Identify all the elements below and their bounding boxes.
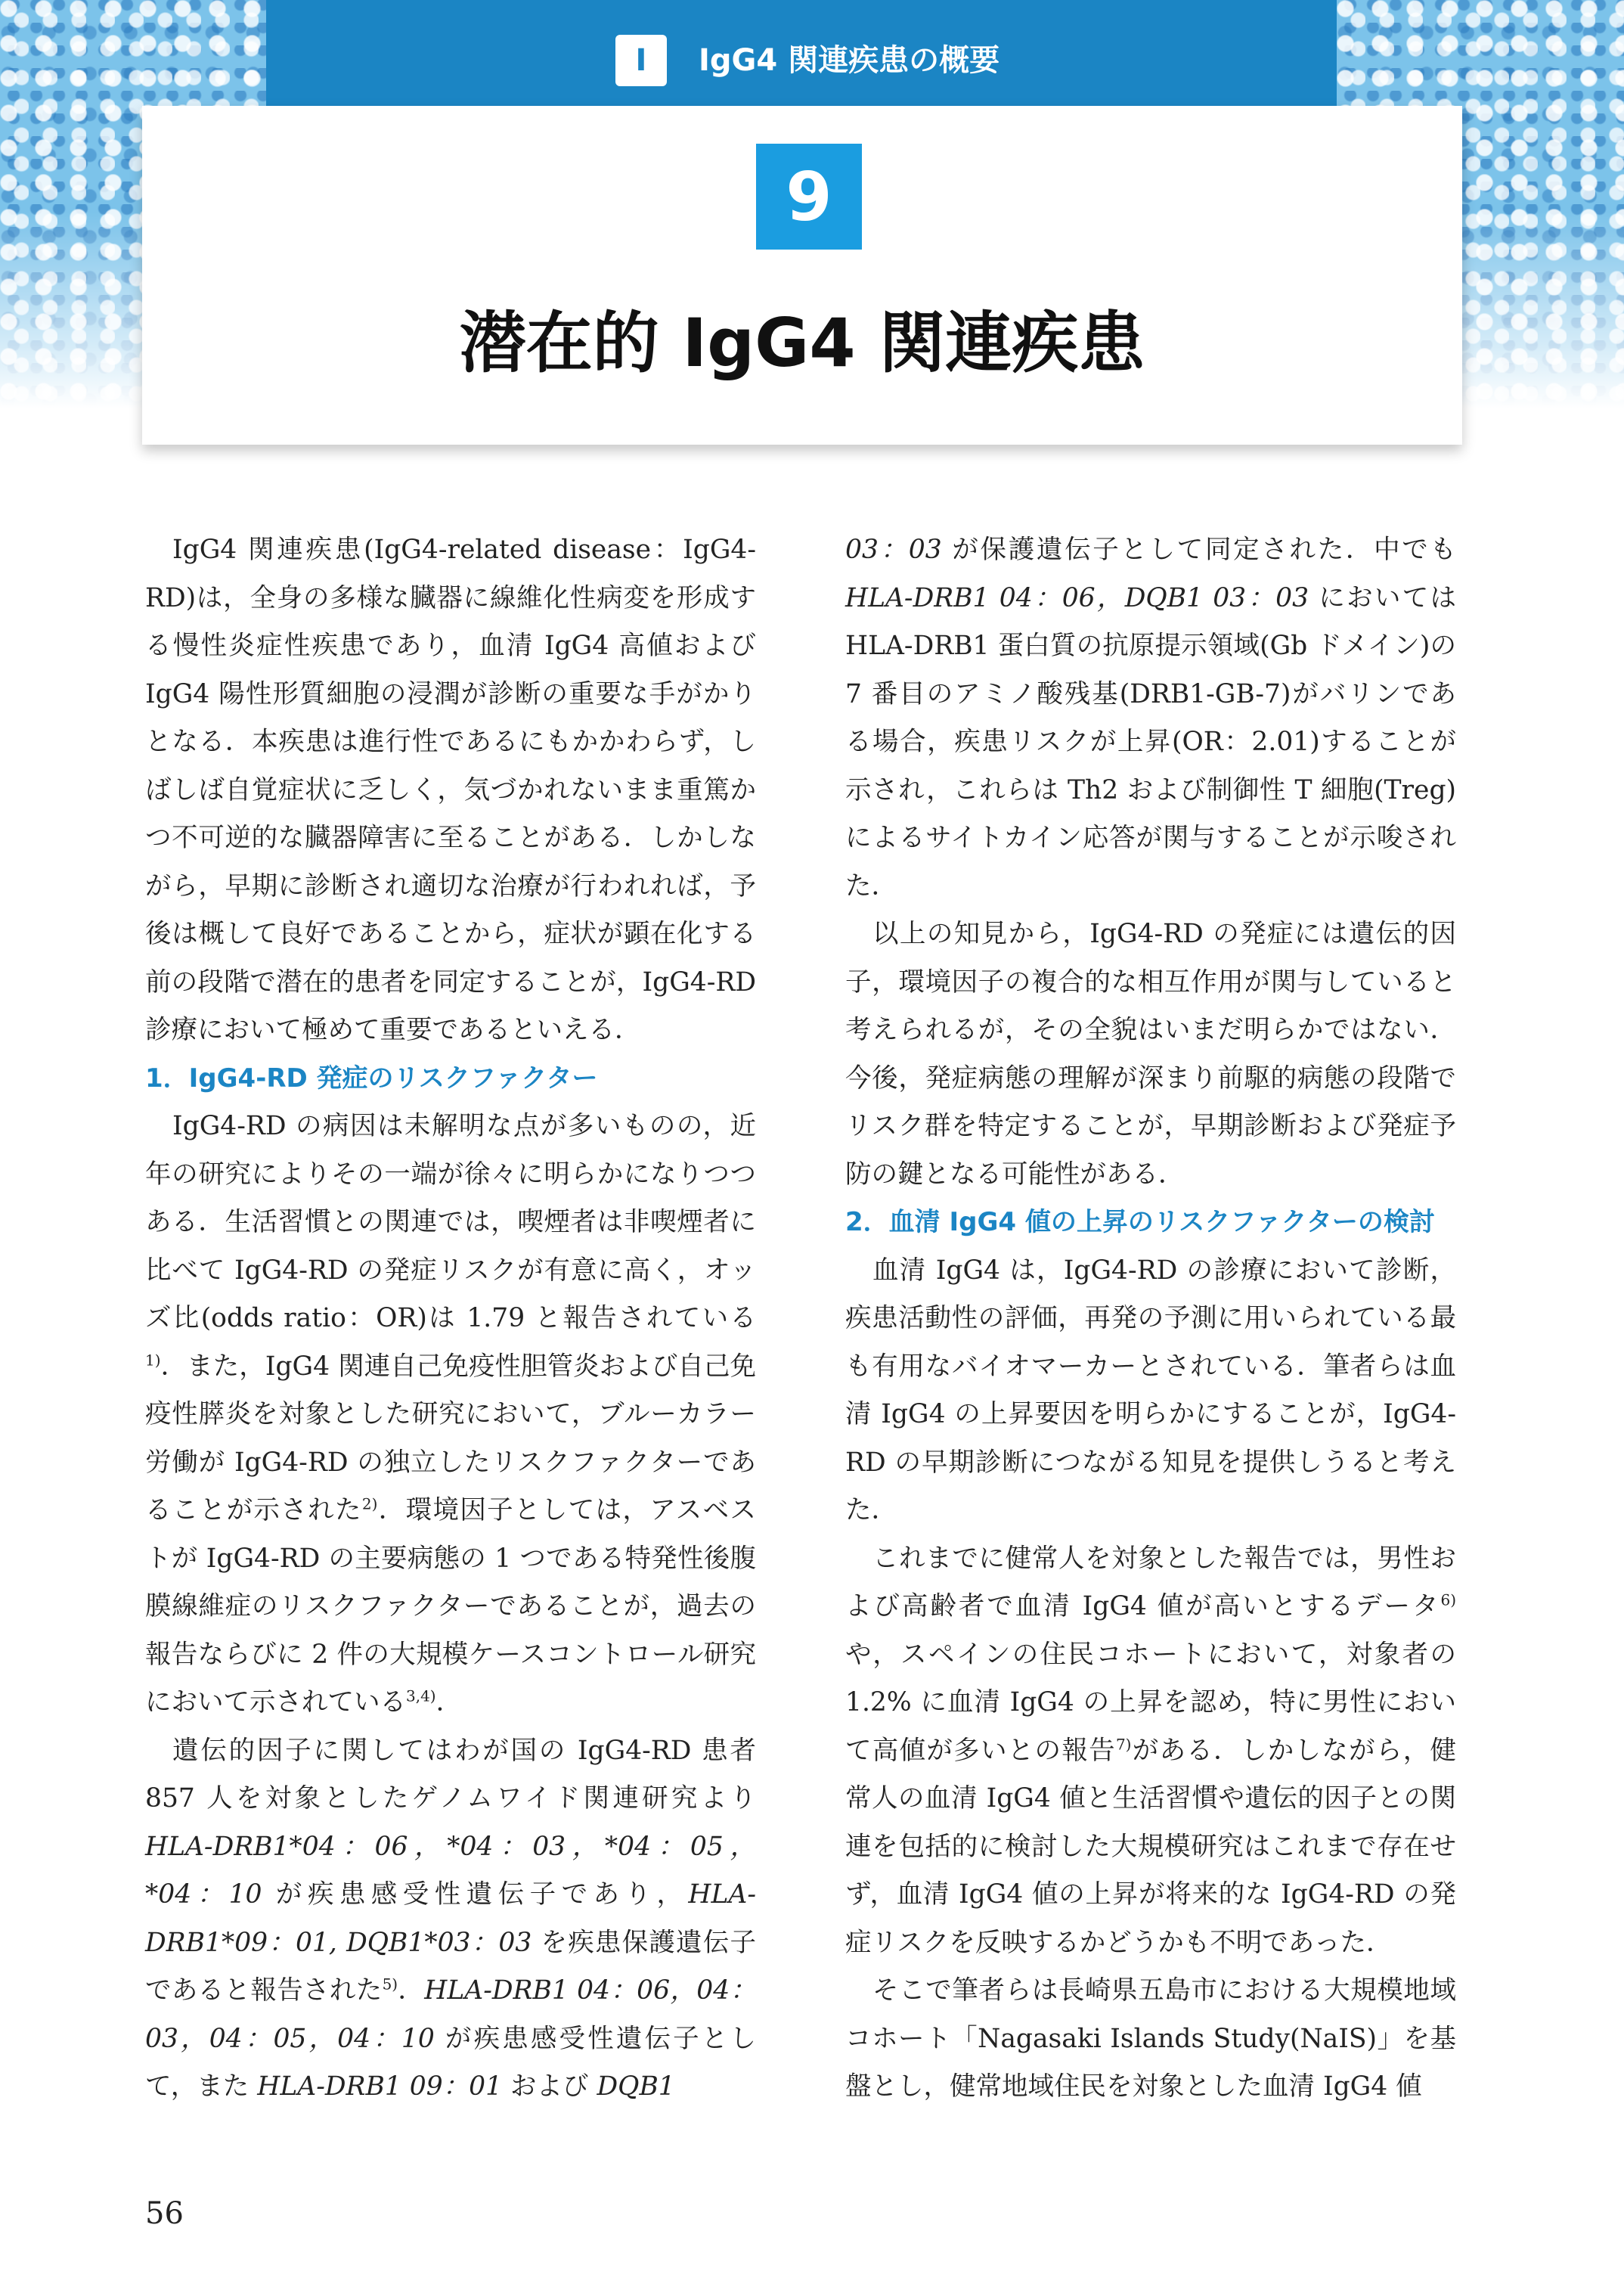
serum-igg4-paragraph: 血清 IgG4 は，IgG4-RD の診療において診断，疾患活動性の評価，再発の予測に用いられている最も有用なバイオマーカーとされている．筆者らは血清 IgG4 の上昇要因を明らかにすることが，IgG4-RD の早期診断につながる知見を提供しうると考えた． (845, 1255, 1456, 1525)
citation-ref: 1) (145, 1351, 161, 1369)
heading-risk-factors: 1．IgG4-RD 発症のリスクファクター (145, 1063, 598, 1094)
citation-ref: 2) (361, 1494, 378, 1513)
prior-reports-paragraph: これまでに健常人を対象とした報告では，男性および高齢者で血清 IgG4 値が高いとするデータ$^{6)}$や，スペインの住民コホートにおいて，対象者の 1.2% に血清 IgG4 の上昇を認め，特に男性において高値が多いとの報告$^{7)}$がある．しかしながら，健常人の血清 IgG4 値と生活習慣や遺伝的因子との関連を包括的に検討した大規模研究はこれまで存在せず，血清 IgG4 値の上昇が将来的な IgG4-RD の発症リスクを反映するかどうかも不明であった． (845, 1543, 1457, 1958)
citation-ref: 7) (1115, 1735, 1132, 1753)
section-title: IgG4 関連疾患の概要 (699, 43, 1000, 78)
chapter-number-badge: 9 (756, 144, 862, 250)
citation-ref: 6) (1440, 1590, 1456, 1609)
chapter-title: 潜在的 IgG4 関連疾患 (459, 304, 1145, 382)
right-column (845, 526, 1456, 2111)
risk-factors-paragraph: IgG4-RD の病因は未解明な点が多いものの，近年の研究によりその一端が徐々に明らかになりつつある．生活習慣との関連では，喫煙者は非喫煙者に比べて IgG4-RD の発症リスクが有意に高く，オッズ比(odds ratio：OR)は 1.79 と報告されている$^{1)}$．また，IgG4 関連自己免疫性胆管炎および自己免疫性膵炎を対象とした研究において，ブルーカラー労働が IgG4-RD の独立したリスクファクターであることが示された$^{2)}$．環境因子としては，アスベストが IgG4-RD の主要病態の 1 つである特発性後腹膜線維症のリスクファクターであることが，過去の報告ならびに 2 件の大規模ケースコントロール研究において示されている$^{3,4)}$． (145, 1111, 757, 1717)
continued-paragraph: 03：03 が保護遺伝子として同定された．中でも HLA-DRB1 04：06，DQB1 03：03 においては HLA-DRB1 蛋白質の抗原提示領域(Gb ドメイン)の 7 番目のアミノ酸残基(DRB1-GB-7)がバリンである場合，疾患リスクが上昇(OR：2.01)することが示され，これらは Th2 および制御性 T 細胞(Treg)によるサイトカイン応答が関与することが示唆された． (845, 535, 1456, 901)
nais-paragraph: そこで筆者らは長崎県五島市における大規模地域コホート「Nagasaki Islands Study(NaIS)」を基盤とし，健常地域住民を対象とした血清 IgG4 値 (845, 1975, 1456, 2102)
summary-paragraph: 以上の知見から，IgG4-RD の発症には遺伝的因子，環境因子の複合的な相互作用が関与していると考えられるが，その全貌はいまだ明らかではない．今後，発症病態の理解が深まり前駆的病態の段階でリスク群を特定することが，早期診断および発症予防の鍵となる可能性がある． (845, 919, 1456, 1190)
heading-serum-igg4: 2．血清 IgG4 値の上昇のリスクファクターの検討 (845, 1207, 1435, 1237)
left-column (145, 526, 756, 2111)
section-number-badge: I (615, 35, 667, 86)
citation-ref: 3,4) (406, 1686, 436, 1705)
intro-paragraph: IgG4 関連疾患(IgG4-related disease：IgG4-RD)は，全身の多様な臓器に線維化性病変を形成する慢性炎症性疾患であり，血清 IgG4 高値および IgG4 陽性形質細胞の浸潤が診断の重要な手がかりとなる．本疾患は進行性であるにもかかわらず，しばしば自覚症状に乏しく，気づかれないまま重篤かつ不可逆的な臓器障害に至ることがある．しかしながら，早期に診断され適切な治療が行われれば，予後は概して良好であることから，症状が顕在化する前の段階で潜在的患者を同定することが，IgG4-RD 診療において極めて重要であるといえる． (145, 535, 756, 1045)
page-number: 56 (145, 2196, 184, 2231)
genetic-factors-paragraph: 遺伝的因子に関してはわが国の IgG4-RD 患者 857 人を対象としたゲノムワイド関連研究より HLA-DRB1*04：06，*04：03，*04：05，*04：10 が疾患感受性遺伝子であり，HLA-DRB1*09：01, DQB1*03：03 を疾患保護遺伝子であると報告された$^{5)}$．HLA-DRB1 04：06，04：03，04：05，04：10 が疾患感受性遺伝子として，また HLA-DRB1 09：01 および DQB1 (145, 1735, 757, 2102)
citation-ref: 5) (382, 1975, 398, 1994)
